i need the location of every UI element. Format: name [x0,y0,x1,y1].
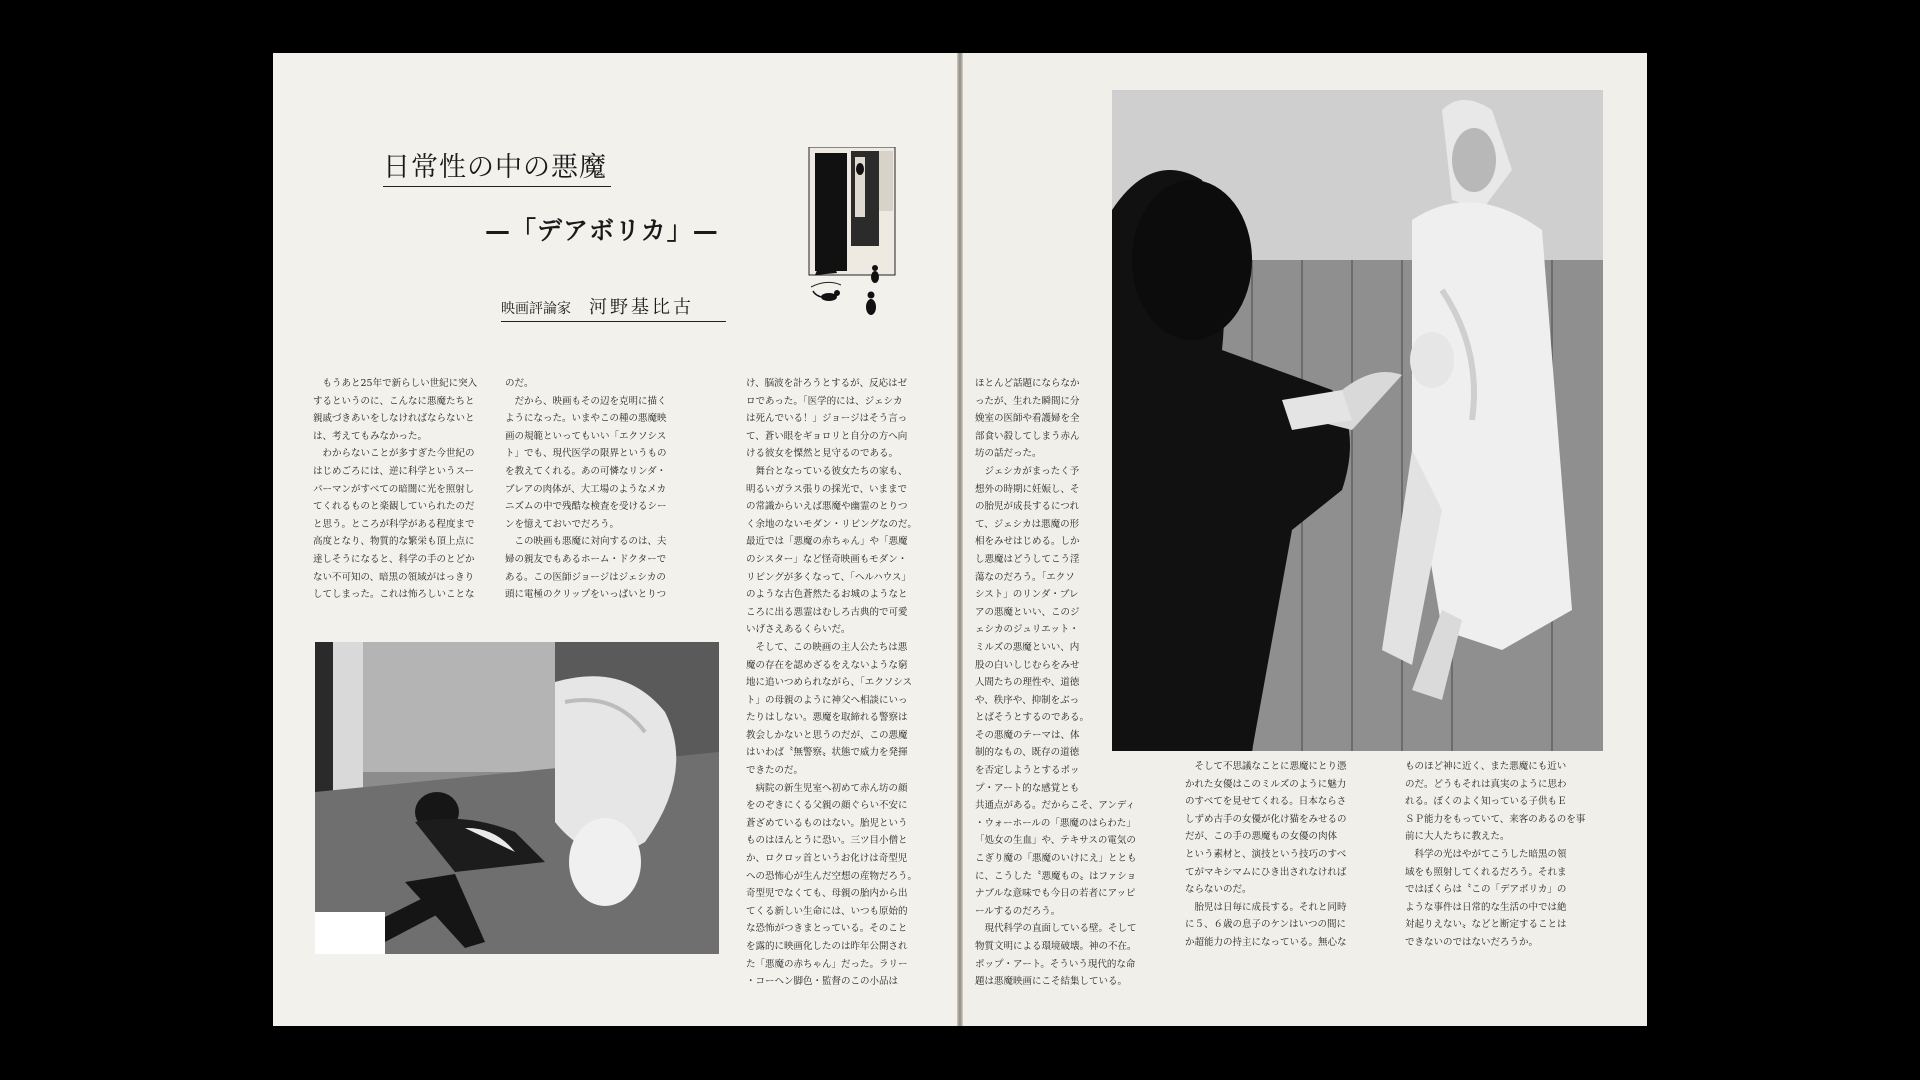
body-column-2: のだ。 だから、映画もその辺を克明に描く ようになった。いまやこの種の悪魔映 画の規範といってもいい「エクソシス ト」でも、現代医学の限界というもの を教えてくれる。あの可憐なリンダ・ ブレアの肉体が、大工場のようなメカ ニズムの中で残酷な検査を受けるシー ンを憶えておいでだろう。 この映画も悪魔に対向するのは、夫 婦の親友でもあるホーム・ドクターで ある。この医師ジョージはジェシカの 頭に電極のクリップをいっぱいとりつ [505,378,667,601]
left-page [273,53,957,1026]
body-column-1: もうあと25年で新らしい世紀に突入 するというのに、こんなに悪魔たちと 親戚づきあいをしなければならないと は、考えてもみなかった。 わからないことが多すぎた今世紀の はじめごろには、逆に科学というスー パーマンがすべての暗闇に光を照射し てくれるものと楽観していられたのだ と思う。ところが科学がある程度まで 高度となり、物質的な繁栄も頂上点に 達しそうになると、科学の手のとどか ない不可知の、暗黒の領域がはっきり してしまった。これは怖ろしいことな [313,378,478,601]
film-still-fallen-man [315,642,719,954]
author-name: 河野基比古 [589,297,694,318]
author-role: 映画評論家 [501,301,571,317]
article-subtitle: —「デアボリカ」— [485,216,719,245]
right-page [963,53,1647,1026]
film-still-possessed-woman [1112,90,1603,751]
body-column-3: け、脳波を計ろうとするが、反応はゼ ロであった。「医学的には、ジェシカ は死んでいる！」ジョージはそう言っ て、蒼い眼をギョロリと自分の方へ向 ける彼女を慄然と見守るのである。 舞台となっている彼女たちの家も、 明るいガラス張りの採光で、いままで の常識からいえば悪魔や幽霊のとりつ く余地のないモダン・リビングなのだ。 最近では「悪魔の赤ちゃん」や「悪魔 のシスター」など怪奇映画もモダン・ リビングが多くなって、「ヘルハウス」 のような古色蒼然たるお城のようなと ころに出る悪霊はむしろ古典的で可愛 いげさえあるくらいだ。 そして、この映画の主人公たちは悪 魔の存在を認めざるをえないような窮 地に追いつめられながら、「エクソシス ト」の母親のように神父へ相談にいっ たりはしない。悪魔を取締れる警察は 教会しかないと思うのだが、この悪魔 はいわば〝無警察〟状態で威力を発揮 できたのだ。 病院の新生児室へ初めて赤ん坊の顔 をのぞきにくる父親の顔ぐらい不安に 蒼ざめているものはない。胎児という ものはほんとうに恐い。三ツ目小僧と か、ロクロッ首というお化けは奇型児 への恐怖心が生んだ空想の産物だろう。 奇型児でなくても、母親の胎内から出 てくる新しい生命には、いつも原始的 な恐怖がつきまとっている。そのこと を露的に映画化したのは昨年公開され た「悪魔の赤ちゃん」だった。ラリー ・コーヘン脚色・監督のこの小品は [746,378,918,988]
byline [501,293,726,322]
body-column-4: ほとんど話題にならなか ったが、生れた瞬間に分 娩室の医師や看護婦を全 部食い殺してしまう赤ん 坊の話だった。 ジェシカがまったく予 想外の時期に妊娠し、そ の胎児が成長するにつれ て、ジェシカは悪魔の形 相をみせはじめる。しか し悪魔はどうしてこう淫 蕩なのだろう。「エクソ シスト」のリンダ・ブレ アの悪魔といい、このジ ェシカのジュリエット・ ミルズの悪魔といい、内 股の白いしじむらをみせ 人間たちの理性や、道徳 や、秩序や、抑制をぶっ とばそうとするのである。 その悪魔のテーマは、体 制的なもの、既存の道徳 を否定しようとするポッ プ・アート的な感覚とも 共通点がある。だからこそ、アンディ ・ウォーホールの「悪魔のはらわた」 「処女の生血」や、テキサスの電気の こぎり魔の「悪魔のいけにえ」ととも に、こうした〝悪魔もの〟はファショ ナブルな意味でも今日の若者にアッピ ールするのだろう。 現代科学の直面している壁。そして 物質文明による環境破壊。神の不在。 ポップ・アート。そういう現代的な命 題は悪魔映画にこそ結集している。 [975,378,1137,988]
article-title: 日常性の中の悪魔 [383,145,611,187]
body-column-5: そして不思議なことに悪魔にとり憑 かれた女優はこのミルズのように魅力 のすべてを見せてくれる。日本ならさ しずめ古手の女優が化け猫をみせるの だが、この手の悪魔もの女優の肉体 という素材と、演技という技巧のすべ てがマキシマムにひき出されなければ ならないのだ。 胎児は日毎に成長する。それと同時 に５、６歳の息子のケンはいつの間に か超能力の持主になっている。無心な [1185,761,1347,948]
body-column-6: ものほど神に近く、また悪魔にも近い のだ。どうもそれは真実のように思わ れる。ぼくのよく知っている子供もＥ ＳＰ能力をもっていて、来客のあるのを事 前に大人たちに教えた。 科学の光はやがてこうした暗黒の領 域をも照射してくれるだろう。それま ではぼくらは〝この「デアボリカ」の ような事件は日常的な生活の中では絶 対起りえない〟などと断定することは できないのではないだろうか。 [1405,761,1586,948]
title-illustration [807,147,899,317]
